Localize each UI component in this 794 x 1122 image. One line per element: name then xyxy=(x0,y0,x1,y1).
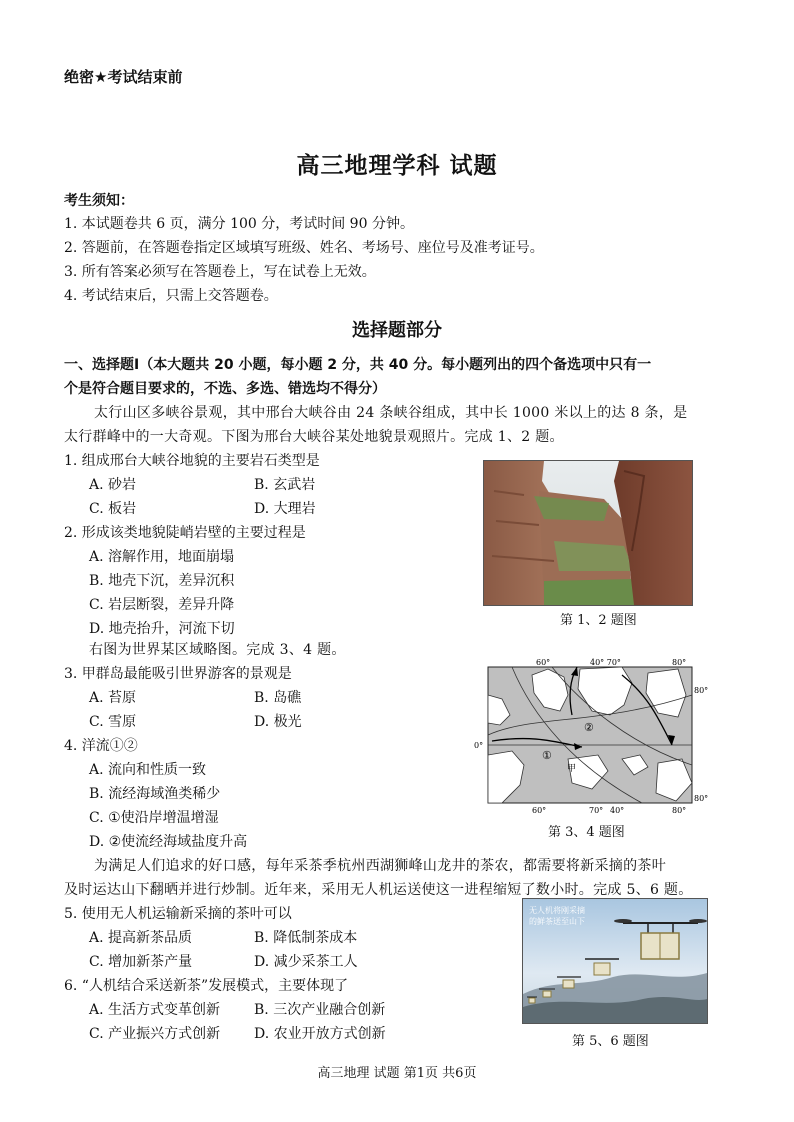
current-1-label: ① xyxy=(542,749,552,762)
map-top-label-2: 40° 70° xyxy=(590,658,621,667)
question-6-stem: 6. “人机结合采送新茶”发展模式，主要体现了 xyxy=(64,978,349,994)
drone-photo-text-2: 的鲜茶送至山下 xyxy=(529,917,585,926)
passage3-line2: 及时运达山下翻晒并进行炒制。近年来，采用无人机运送使这一进程缩短了数小时。完成 5、6 题。 xyxy=(64,882,693,898)
question-5-stem: 5. 使用无人机运输新采摘的茶叶可以 xyxy=(64,906,292,922)
question-5-option-c: C. 增加新茶产量 xyxy=(89,954,193,970)
question-2-option-a: A. 溶解作用，地面崩塌 xyxy=(89,549,235,565)
passage1-line1: 太行山区多峡谷景观，其中邢台大峡谷由 24 条峡谷组成，其中长 1000 米以上的达 8 条，是 xyxy=(94,405,688,421)
notice-heading: 考生须知： xyxy=(64,193,134,209)
map-right-bottom-label: 80° xyxy=(694,794,709,803)
island-label: 甲 xyxy=(567,764,577,774)
map-top-label-1: 60° xyxy=(536,658,551,667)
question-1-option-a: A. 砂岩 xyxy=(89,477,137,493)
page-footer: 高三地理 试题 第1页 共6页 xyxy=(317,1066,477,1081)
canyon-photo xyxy=(483,460,693,606)
question-1-option-d: D. 大理岩 xyxy=(254,501,316,517)
notice-item-3: 3. 所有答案必须写在答题卷上，写在试卷上无效。 xyxy=(64,264,376,280)
section-intro-line2: 个是符合题目要求的，不选、多选、错选均不得分） xyxy=(64,381,386,397)
map-bottom-label-4: 80° xyxy=(672,806,687,815)
map-right-top-label: 80° xyxy=(694,686,709,695)
passage3-line1: 为满足人们追求的好口感，每年采茶季杭州西湖狮峰山龙井的茶农，都需要将新采摘的茶叶 xyxy=(94,858,666,874)
question-3-option-d: D. 极光 xyxy=(254,714,302,730)
question-5-option-b: B. 降低制茶成本 xyxy=(254,930,358,946)
drone-photo-text-1: 无人机将刚采摘 xyxy=(529,906,585,915)
question-2-option-d: D. 地壳抬升，河流下切 xyxy=(89,621,235,637)
page-title: 高三地理学科 试题 xyxy=(296,153,498,179)
section-intro-line1: 一、选择题Ⅰ（本大题共 20 小题，每小题 2 分，共 40 分。每小题列出的四个备选项中只有一 xyxy=(64,357,652,373)
passage2: 右图为世界某区域略图。完成 3、4 题。 xyxy=(89,642,346,658)
question-4-option-a: A. 流向和性质一致 xyxy=(89,762,207,778)
current-2-label: ② xyxy=(584,721,594,734)
region-map xyxy=(472,655,712,818)
question-1-stem: 1. 组成邢台大峡谷地貌的主要岩石类型是 xyxy=(64,453,320,469)
question-6-option-c: C. 产业振兴方式创新 xyxy=(89,1026,221,1042)
notice-item-1: 1. 本试题卷共 6 页，满分 100 分，考试时间 90 分钟。 xyxy=(64,216,414,232)
question-2-stem: 2. 形成该类地貌陡峭岩壁的主要过程是 xyxy=(64,525,306,541)
notice-item-4: 4. 考试结束后，只需上交答题卷。 xyxy=(64,288,278,304)
map-left-label: 0° xyxy=(474,741,484,750)
map-bottom-label-1: 60° xyxy=(532,806,547,815)
figure-5-6-caption: 第 5、6 题图 xyxy=(572,1034,649,1049)
question-1-option-c: C. 板岩 xyxy=(89,501,137,517)
drone-icon xyxy=(527,997,537,1003)
question-4-stem: 4. 洋流①② xyxy=(64,738,138,754)
question-6-option-a: A. 生活方式变革创新 xyxy=(89,1002,221,1018)
question-3-option-a: A. 苔原 xyxy=(89,690,137,706)
question-3-option-b: B. 岛礁 xyxy=(254,690,302,706)
figure-3-4-caption: 第 3、4 题图 xyxy=(548,825,625,840)
section-title: 选择题部分 xyxy=(352,320,442,341)
question-4-option-d: D. ②使流经海域盐度升高 xyxy=(89,834,248,850)
drone-photo xyxy=(522,898,708,1024)
map-top-label-3: 80° xyxy=(672,658,687,667)
question-4-option-c: C. ①使沿岸增温增湿 xyxy=(89,810,219,826)
question-6-option-b: B. 三次产业融合创新 xyxy=(254,1002,386,1018)
question-4-option-b: B. 流经海域渔类稀少 xyxy=(89,786,221,802)
question-3-option-c: C. 雪原 xyxy=(89,714,137,730)
question-1-option-b: B. 玄武岩 xyxy=(254,477,316,493)
map-bottom-label-2: 70° xyxy=(589,806,604,815)
confidential-label: 绝密★考试结束前 xyxy=(64,68,183,86)
passage1-line2: 太行群峰中的一大奇观。下图为邢台大峡谷某处地貌景观照片。完成 1、2 题。 xyxy=(64,429,564,445)
question-2-option-c: C. 岩层断裂，差异升降 xyxy=(89,597,235,613)
question-5-option-a: A. 提高新茶品质 xyxy=(89,930,193,946)
question-3-stem: 3. 甲群岛最能吸引世界游客的景观是 xyxy=(64,666,292,682)
question-2-option-b: B. 地壳下沉，差异沉积 xyxy=(89,573,235,589)
map-bottom-label-3: 40° xyxy=(610,806,625,815)
figure-1-2-caption: 第 1、2 题图 xyxy=(560,613,637,628)
notice-item-2: 2. 答题前，在答题卷指定区域填写班级、姓名、考场号、座位号及准考证号。 xyxy=(64,240,544,256)
question-6-option-d: D. 农业开放方式创新 xyxy=(254,1026,386,1042)
question-5-option-d: D. 减少采茶工人 xyxy=(254,954,358,970)
